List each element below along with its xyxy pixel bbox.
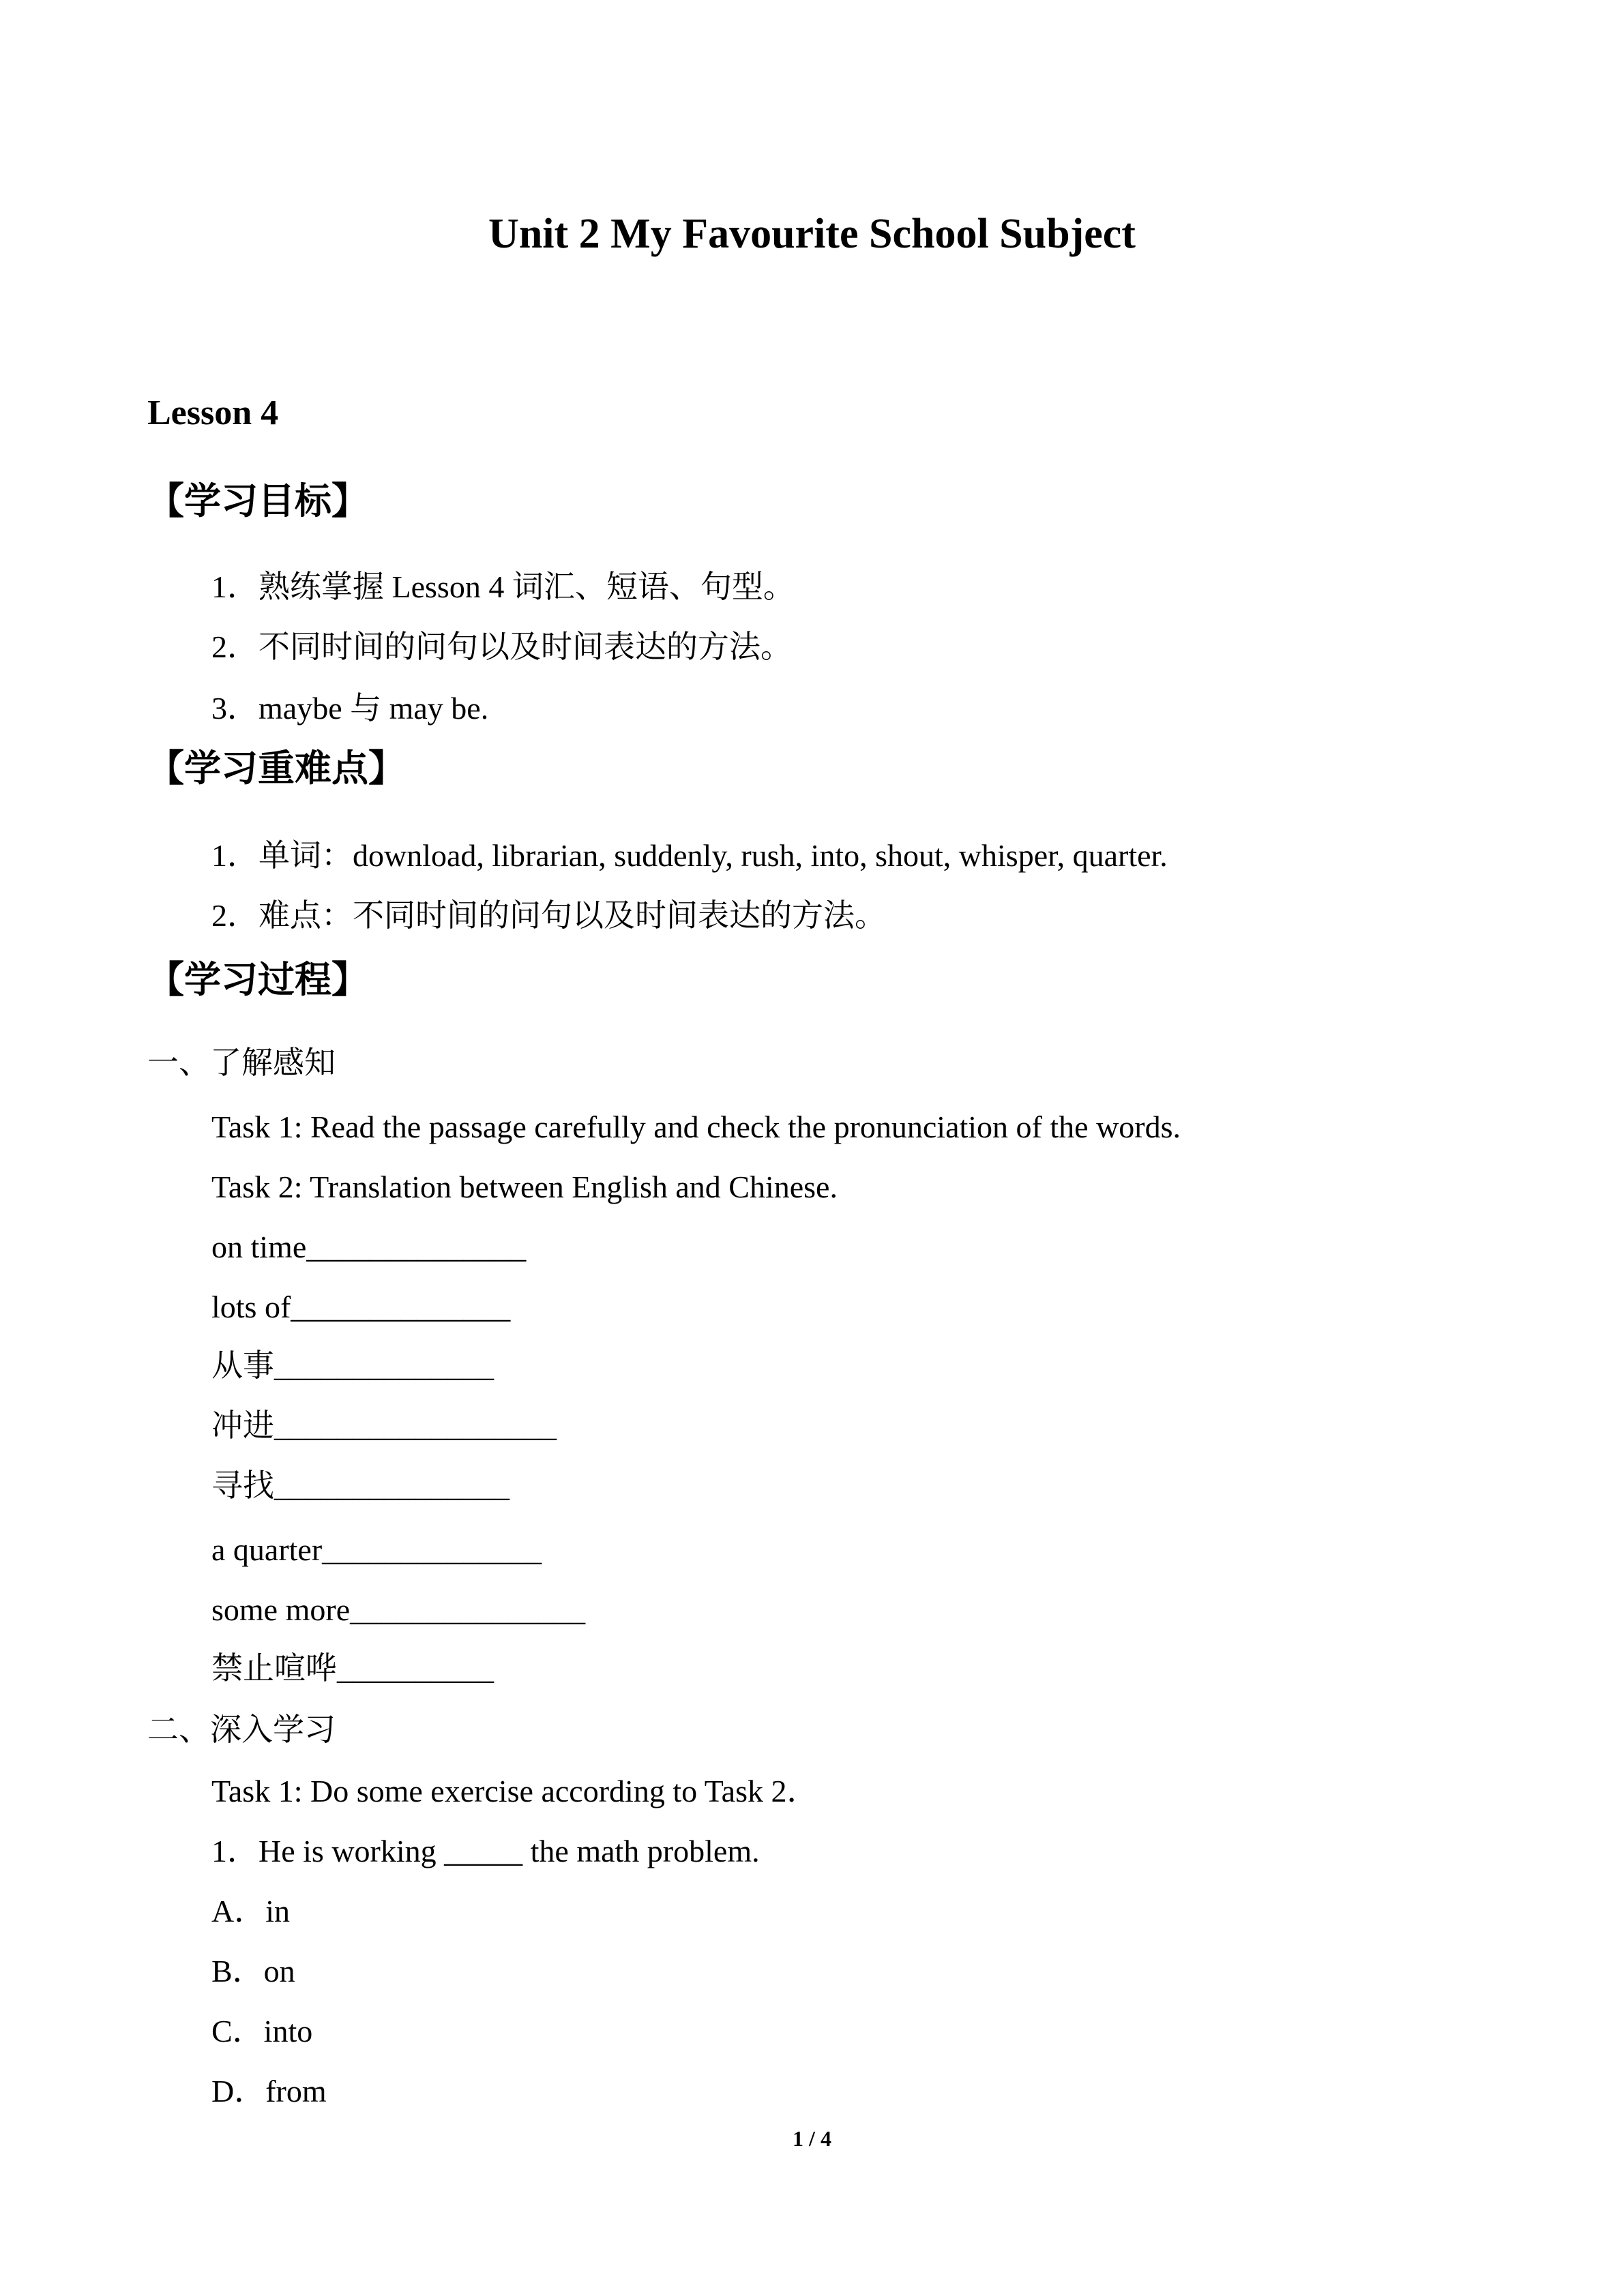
translation-blank: 从事______________ — [211, 1348, 494, 1383]
translation-blank: lots of______________ — [211, 1289, 511, 1324]
translation-blank: 冲进__________________ — [211, 1408, 557, 1443]
key-point-item: 1．单词：download, librarian, suddenly, rush, into, shout, whisper, quarter. — [211, 838, 1168, 873]
lesson-heading: Lesson 4 — [147, 393, 279, 432]
translation-blank: 寻找_______________ — [211, 1468, 510, 1503]
exercise-option: A．in — [211, 1894, 290, 1928]
page-number: 1 / 4 — [793, 2126, 831, 2151]
part2-heading: 二、深入学习 — [147, 1712, 336, 1747]
task-line: Task 1: Do some exercise according to Task 2． — [211, 1774, 818, 1808]
part1-heading: 一、了解感知 — [147, 1045, 336, 1080]
translation-blank: 禁止喧哗__________ — [211, 1651, 494, 1686]
objectives-heading: 【学习目标】 — [147, 481, 368, 522]
translation-blank: on time______________ — [211, 1229, 527, 1264]
exercise-question: 1．He is working _____ the math problem. — [211, 1834, 760, 1868]
exercise-option: B．on — [211, 1954, 295, 1988]
translation-blank: a quarter______________ — [211, 1532, 542, 1567]
objective-item: 1．熟练掌握 Lesson 4 词汇、短语、句型。 — [211, 569, 795, 604]
key-point-item: 2．难点：不同时间的问句以及时间表达的方法。 — [211, 898, 886, 933]
task-line: Task 2: Translation between English and Chinese. — [211, 1169, 838, 1204]
process-heading: 【学习过程】 — [147, 959, 368, 1000]
task-line: Task 1: Read the passage carefully and check the pronunciation of the words. — [211, 1109, 1181, 1144]
key-points-heading: 【学习重难点】 — [147, 748, 405, 789]
objective-item: 2．不同时间的问句以及时间表达的方法。 — [211, 629, 792, 664]
exercise-option: C．into — [211, 2014, 313, 2048]
exercise-option: D．from — [211, 2074, 327, 2108]
document-title: Unit 2 My Favourite School Subject — [488, 211, 1136, 257]
objective-item: 3．maybe 与 may be. — [211, 691, 489, 726]
translation-blank: some more_______________ — [211, 1592, 586, 1627]
